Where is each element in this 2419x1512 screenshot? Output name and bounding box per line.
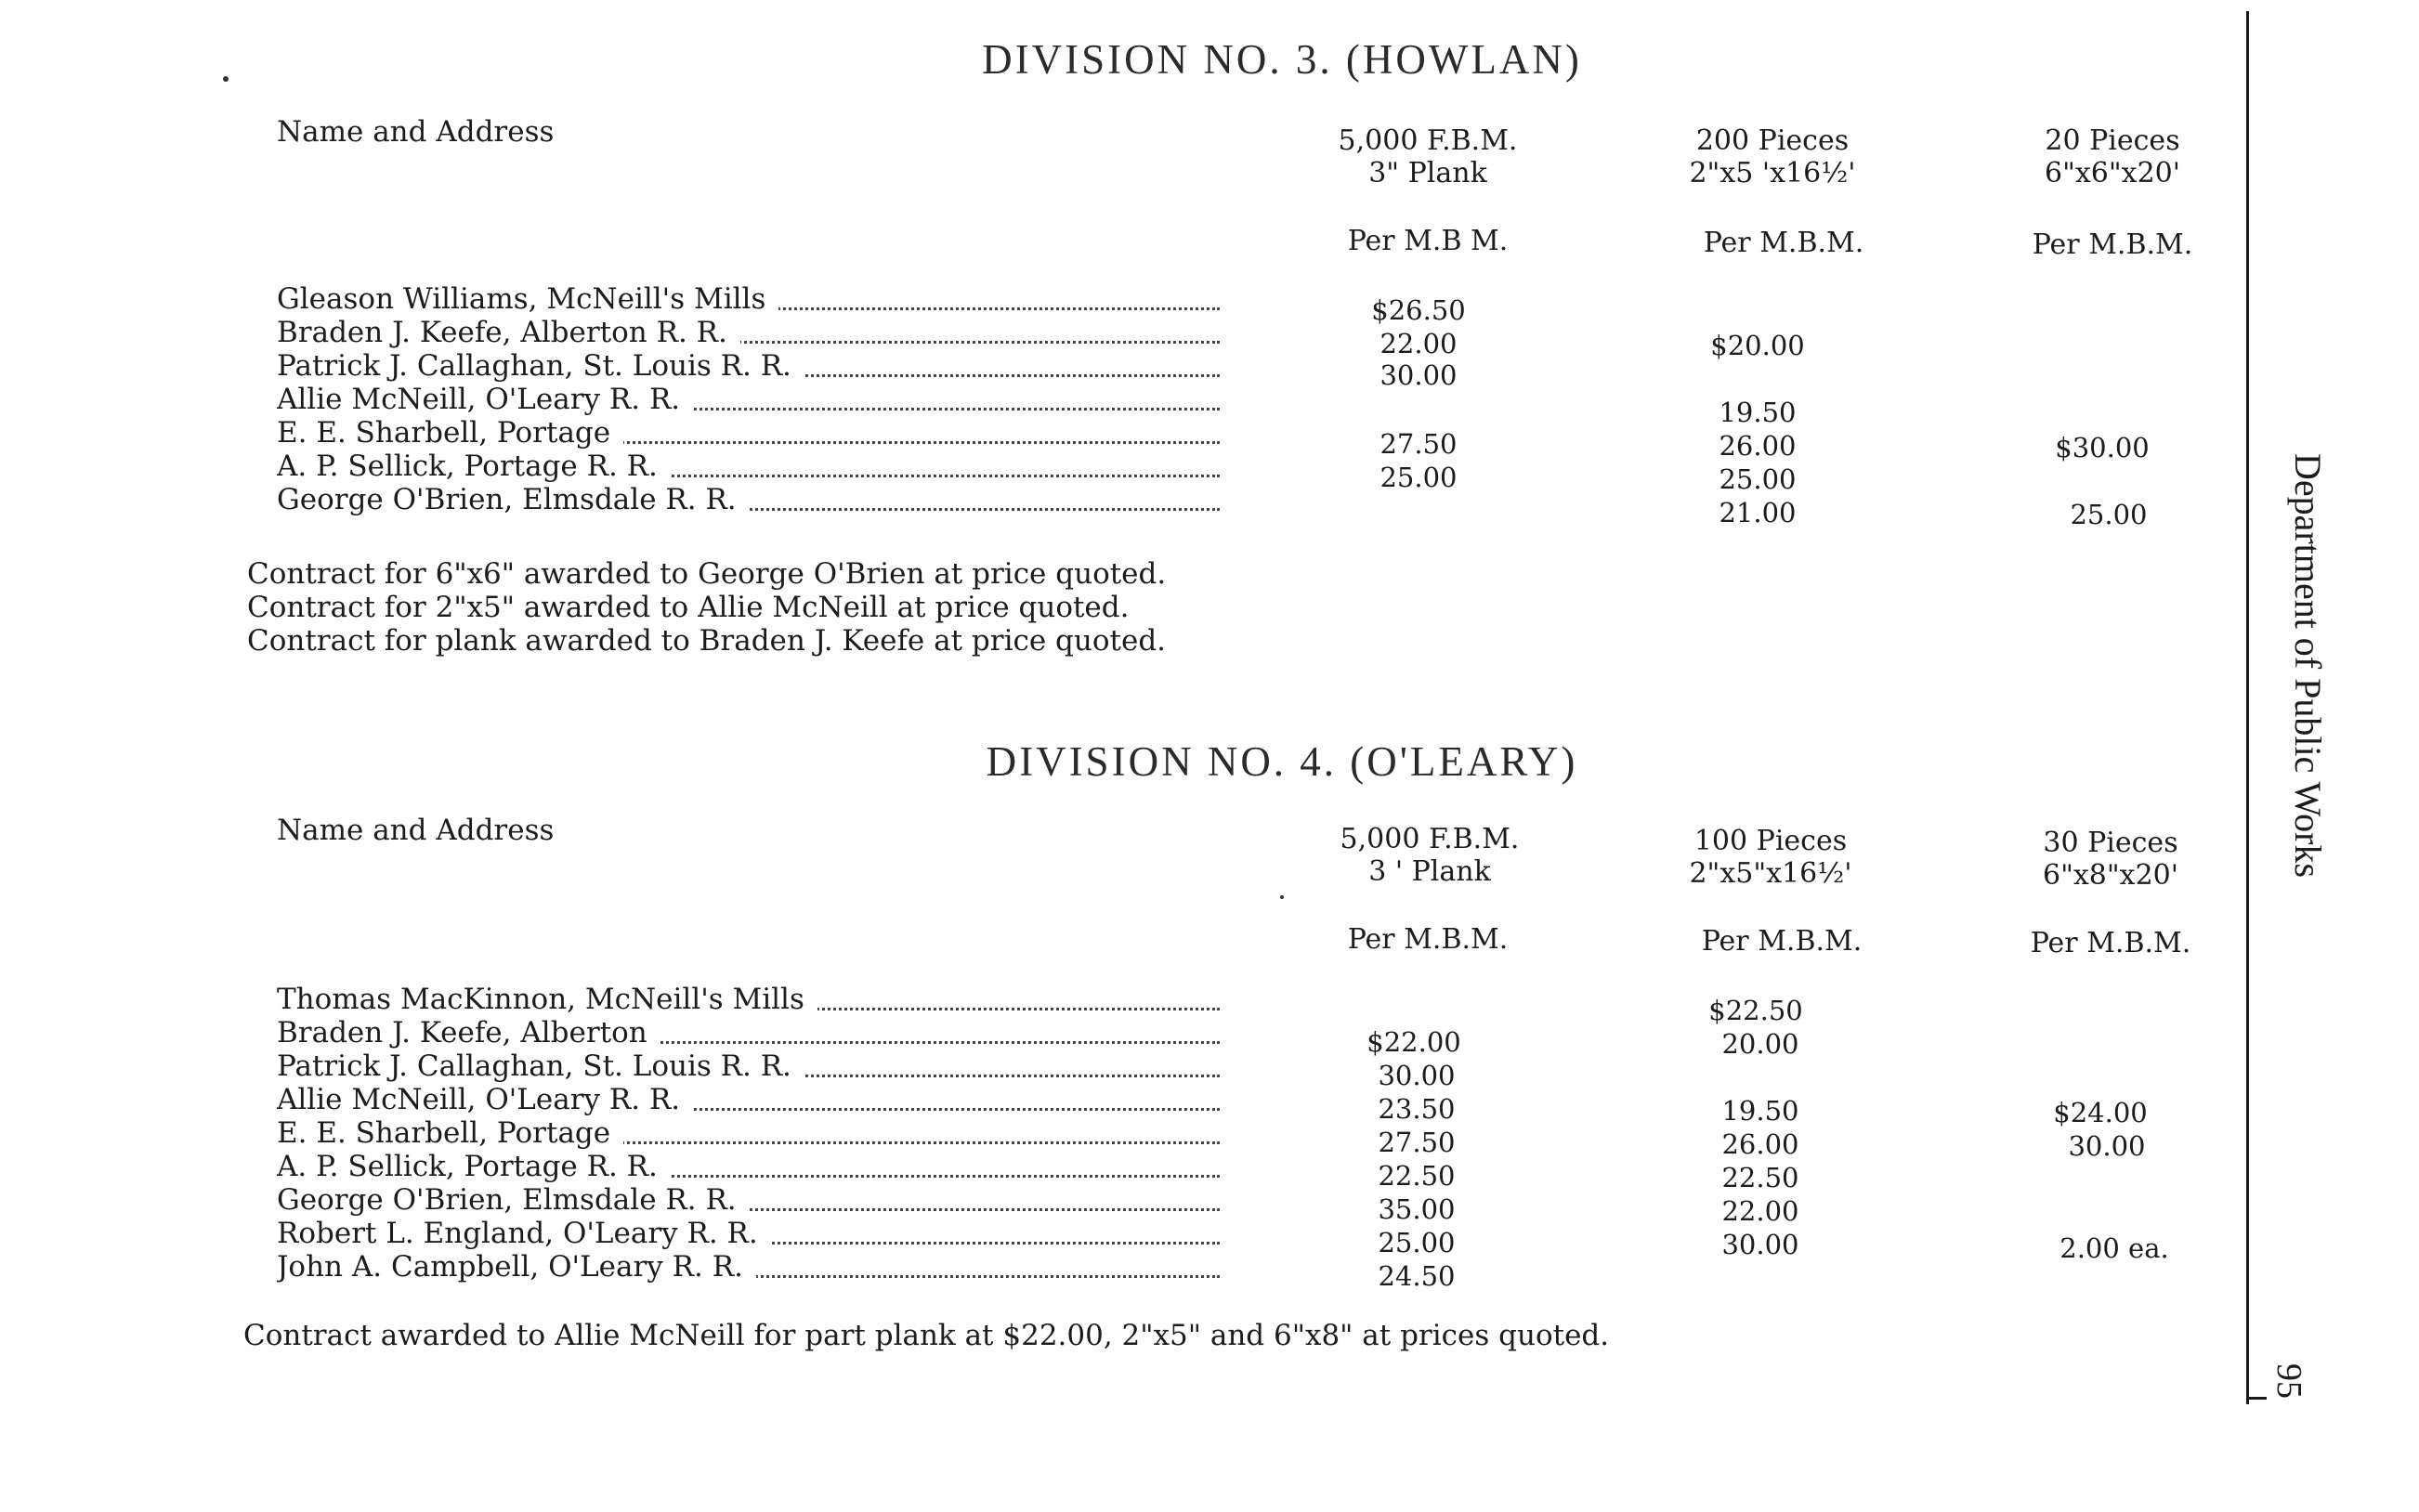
row-name: Robert L. England, O'Leary R. R. <box>277 1217 771 1250</box>
running-header <box>2274 453 2348 973</box>
row-pieces-value: 30.00 <box>1721 1229 1799 1260</box>
row-name: Patrick J. Callaghan, St. Louis R. R. <box>277 1049 804 1083</box>
table-row <box>277 1217 1220 1250</box>
division-3-col2-line1: 200 Pieces <box>1695 124 1850 157</box>
scan-speck <box>1280 895 1284 899</box>
row-pieces-value: 22.50 <box>1721 1162 1799 1193</box>
division-3-name-header: Name and Address <box>277 115 555 149</box>
division-4-col2-header <box>1631 825 1910 890</box>
row-name: Allie McNeill, O'Leary R. R. <box>277 1083 693 1116</box>
row-name: E. E. Sharbell, Portage <box>277 416 623 450</box>
table-row <box>277 1250 1220 1284</box>
division-3-col3-per: Per M.B.M. <box>2032 228 2193 261</box>
division-3-col1-per: Per M.B M. <box>1347 225 1509 257</box>
row-pieces-value: 26.00 <box>1721 1128 1799 1160</box>
rule-tick <box>2246 1397 2267 1400</box>
division-4-col1-line2: 3 ' Plank <box>1368 855 1491 888</box>
row-plank-value: 24.50 <box>1378 1260 1456 1292</box>
table-row <box>277 316 1220 349</box>
row-name: Allie McNeill, O'Leary R. R. <box>277 383 693 416</box>
row-name: Braden J. Keefe, Alberton <box>277 1016 660 1049</box>
table-row <box>277 1150 1220 1183</box>
division-3-col2-per: Per M.B.M. <box>1703 227 1864 259</box>
row-plank-value: 35.00 <box>1378 1193 1456 1225</box>
table-row <box>277 416 1220 450</box>
table-row <box>277 282 1220 316</box>
row-plank-value: 23.50 <box>1378 1093 1456 1125</box>
row-plank-value: 22.00 <box>1379 328 1458 359</box>
margin-rule <box>2246 11 2249 1404</box>
division-4-col1-header <box>1290 823 1569 888</box>
page-number <box>2265 1363 2321 1419</box>
division-3-col3-line2: 6"x6"x20' <box>2044 157 2181 189</box>
table-row <box>277 1083 1220 1116</box>
row-pieces-value: 26.00 <box>1719 430 1797 462</box>
row-pieces-value: $22.50 <box>1708 995 1803 1026</box>
row-plank-value: $22.00 <box>1366 1026 1461 1058</box>
table-row <box>277 483 1220 516</box>
row-name: Thomas MacKinnon, McNeill's Mills <box>277 983 817 1016</box>
contract-note: Contract for 2"x5" awarded to Allie McNeill at price quoted. <box>247 591 1130 624</box>
row-timber-value: 2.00 ea. <box>2059 1232 2169 1264</box>
table-row <box>277 450 1220 483</box>
row-timber-value: 30.00 <box>2068 1130 2146 1162</box>
row-name: E. E. Sharbell, Portage <box>277 1116 623 1150</box>
division-3-col1-header <box>1288 124 1567 189</box>
division-4-col2-line1: 100 Pieces <box>1693 825 1848 857</box>
row-name: A. P. Sellick, Portage R. R. <box>277 1150 671 1183</box>
row-pieces-value: 21.00 <box>1719 497 1797 528</box>
table-row <box>277 983 1220 1016</box>
row-name: Braden J. Keefe, Alberton R. R. <box>277 316 740 349</box>
row-timber-value: $30.00 <box>2055 432 2150 463</box>
table-row <box>277 1049 1220 1083</box>
table-row <box>277 1116 1220 1150</box>
division-4-col1-per: Per M.B.M. <box>1347 923 1509 956</box>
table-row <box>277 1183 1220 1217</box>
division-3-col1-line1: 5,000 F.B.M. <box>1338 124 1518 157</box>
division-3-col2-line2: 2"x5 'x16½' <box>1689 157 1856 189</box>
row-plank-value: 30.00 <box>1379 359 1458 391</box>
division-4-col2-line2: 2"x5"x16½' <box>1689 857 1852 890</box>
division-3-col1-line2: 3" Plank <box>1368 157 1487 189</box>
row-plank-value: 22.50 <box>1378 1160 1456 1192</box>
row-plank-value: 27.50 <box>1379 428 1458 460</box>
row-name: Gleason Williams, McNeill's Mills <box>277 282 778 316</box>
table-row <box>277 349 1220 383</box>
table-row <box>277 383 1220 416</box>
row-name: Patrick J. Callaghan, St. Louis R. R. <box>277 349 804 383</box>
row-plank-value: 25.00 <box>1379 462 1458 493</box>
division-4-title: DIVISION NO. 4. (O'LEARY) <box>986 738 1578 785</box>
row-plank-value: 27.50 <box>1378 1127 1456 1158</box>
row-name: George O'Brien, Elmsdale R. R. <box>277 483 750 516</box>
row-name: George O'Brien, Elmsdale R. R. <box>277 1183 750 1217</box>
row-plank-value: 30.00 <box>1378 1060 1456 1091</box>
page-number-text: 95 <box>2269 1363 2308 1399</box>
division-4-name-header: Name and Address <box>277 814 555 847</box>
row-plank-value: $26.50 <box>1371 294 1466 326</box>
row-pieces-value: 25.00 <box>1719 463 1797 495</box>
scan-speck <box>223 76 229 82</box>
division-3-col3-line1: 20 Pieces <box>2045 124 2180 157</box>
row-name: John A. Campbell, O'Leary R. R. <box>277 1250 756 1284</box>
row-pieces-value: 20.00 <box>1721 1028 1799 1060</box>
division-4-col3-per: Per M.B.M. <box>2030 927 2191 959</box>
row-plank-value: 25.00 <box>1378 1227 1456 1258</box>
contract-note: Contract for plank awarded to Braden J. Keefe at price quoted. <box>247 624 1167 658</box>
division-4-col1-line1: 5,000 F.B.M. <box>1340 823 1520 855</box>
division-4-col3-line1: 30 Pieces <box>2043 827 2178 859</box>
row-pieces-value: 22.00 <box>1721 1195 1799 1227</box>
division-3-col3-header <box>1973 124 2252 189</box>
contract-note: Contract awarded to Allie McNeill for part plank at $22.00, 2"x5" and 6"x8" at prices quoted. <box>243 1319 1610 1352</box>
division-4-col3-header <box>1971 827 2250 892</box>
row-pieces-value: 19.50 <box>1721 1095 1799 1127</box>
row-timber-value: $24.00 <box>2053 1097 2148 1128</box>
row-pieces-value: 19.50 <box>1719 397 1797 428</box>
division-3-col2-header <box>1633 124 1912 189</box>
division-4-col3-line2: 6"x8"x20' <box>2042 859 2179 892</box>
row-pieces-value: $20.00 <box>1710 330 1805 361</box>
division-3-title: DIVISION NO. 3. (HOWLAN) <box>982 36 1582 83</box>
contract-note: Contract for 6"x6" awarded to George O'Brien at price quoted. <box>247 557 1167 591</box>
table-row <box>277 1016 1220 1049</box>
department-title: Department of Public Works <box>2287 453 2329 879</box>
row-timber-value: 25.00 <box>2070 499 2148 530</box>
row-name: A. P. Sellick, Portage R. R. <box>277 450 671 483</box>
division-4-col2-per: Per M.B.M. <box>1701 925 1863 958</box>
